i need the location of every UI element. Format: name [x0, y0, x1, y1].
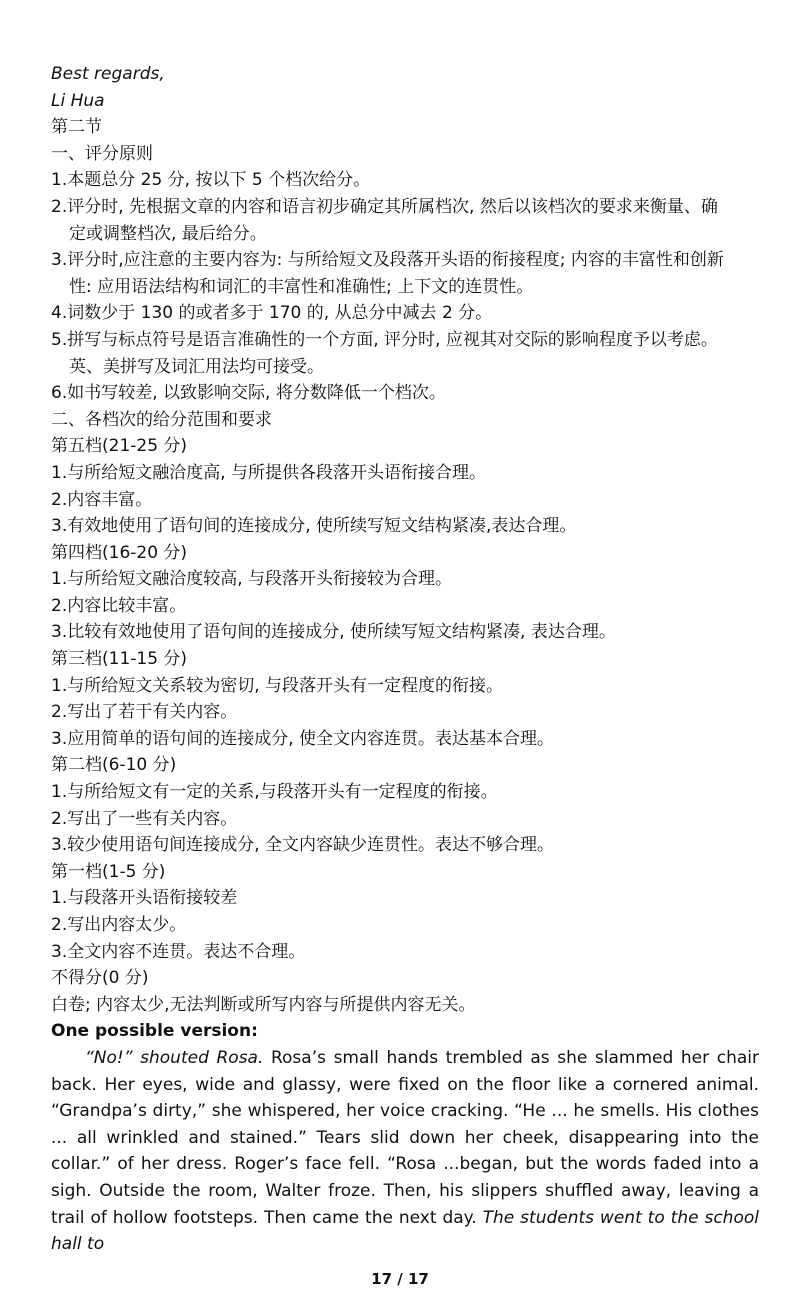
principles-heading: 一、评分原则: [51, 143, 153, 164]
level-item: 白卷; 内容太少,无法判断或所写内容与所提供内容无关。: [51, 994, 476, 1015]
level-item: 1.与段落开头语衔接较差: [51, 888, 238, 909]
level-item: 2.内容丰富。: [51, 489, 153, 510]
level-block: [51, 752, 759, 858]
principle-item: 6.如书写较差, 以致影响交际, 将分数降低一个档次。: [51, 383, 446, 404]
level-item: 2.写出了一些有关内容。: [51, 808, 238, 829]
principle-item: 3.评分时,应注意的主要内容为: 与所给短文及段落开头语的衔接程度; 内容的丰富性和创新: [51, 250, 724, 271]
closing-regards: Best regards,: [51, 64, 165, 84]
principle-item: 2.评分时, 先根据文章的内容和语言初步确定其所属档次, 然后以该档次的要求来衡量、确: [51, 196, 718, 217]
version-paragraph: [51, 1045, 759, 1258]
level-item: 3.全文内容不连贯。表达不合理。: [51, 941, 306, 962]
closing-name: Li Hua: [51, 90, 105, 111]
level-block: [51, 965, 759, 1018]
version-tail: The students went to the school hall to: [51, 1207, 759, 1255]
level-item: 3.比较有效地使用了语句间的连接成分, 使所续写短文结构紧凑, 表达合理。: [51, 622, 616, 643]
level-title: 第三档(11-15 分): [51, 649, 188, 670]
principle-item-continued: 英、美拼写及词汇用法均可接受。: [69, 356, 324, 377]
level-item: 1.与所给短文关系较为密切, 与段落开头有一定程度的衔接。: [51, 675, 504, 696]
principle-item-continued: 性: 应用语法结构和词汇的丰富性和准确性; 上下文的连贯性。: [69, 276, 534, 297]
level-item: 1.与所给短文融洽度高, 与所提供各段落开头语衔接合理。: [51, 462, 487, 483]
level-block: [51, 433, 759, 539]
level-block: [51, 540, 759, 646]
level-title: 第四档(16-20 分): [51, 542, 188, 563]
level-title: 不得分(0 分): [51, 968, 149, 989]
level-block: [51, 859, 759, 965]
level-item: 3.应用简单的语句间的连接成分, 使全文内容连贯。表达基本合理。: [51, 728, 555, 749]
level-block: [51, 646, 759, 752]
principle-item: 4.词数少于 130 的或者多于 170 的, 从总分中减去 2 分。: [51, 303, 493, 324]
version-body: Rosa’s small hands trembled as she slammed her chair back. Her eyes, wide and glassy, were fixed on the floor like a cornered animal. “Grandpa’s dirty,” she whispered, her voice cracking. “He ... he smells. His clothes ... all wrinkled and stained.” Tears slid down her cheek, disappearing into the collar.” of her dress. Roger’s face fell. “Rosa ...began, but the words faded into a sigh. Outside the room, Walter froze. Then, his slippers shuffled away, leaving a trail of hollow footsteps. Then came the next day.: [51, 1047, 759, 1228]
version-lead: “No!” shouted Rosa.: [85, 1047, 264, 1068]
level-item: 2.内容比较丰富。: [51, 595, 187, 616]
level-title: 第二档(6-10 分): [51, 755, 177, 776]
principle-item: 5.拼写与标点符号是语言准确性的一个方面, 评分时, 应视其对交际的影响程度予以考虑。: [51, 329, 718, 350]
level-item: 2.写出内容太少。: [51, 915, 187, 935]
level-item: 1.与所给短文有一定的关系,与段落开头有一定程度的衔接。: [51, 782, 498, 803]
level-item: 3.有效地使用了语句间的连接成分, 使所续写短文结构紧凑,表达合理。: [51, 516, 577, 537]
levels-heading: 二、各档次的给分范围和要求: [51, 409, 272, 430]
principle-item: 1.本题总分 25 分, 按以下 5 个档次给分。: [51, 170, 371, 191]
level-item: 2.写出了若干有关内容。: [51, 702, 238, 723]
principle-item-continued: 定或调整档次, 最后给分。: [69, 223, 267, 244]
level-item: 1.与所给短文融洽度较高, 与段落开头衔接较为合理。: [51, 569, 453, 590]
page-number: 17 / 17: [371, 1270, 429, 1288]
section-title: 第二节: [51, 117, 102, 138]
principles-list: [51, 167, 759, 406]
level-item: 3.较少使用语句间连接成分, 全文内容缺少连贯性。表达不够合理。: [51, 835, 555, 856]
document-page: [51, 61, 759, 1275]
version-heading: One possible version:: [51, 1021, 258, 1042]
level-title: 第一档(1-5 分): [51, 861, 166, 882]
level-title: 第五档(21-25 分): [51, 436, 188, 457]
